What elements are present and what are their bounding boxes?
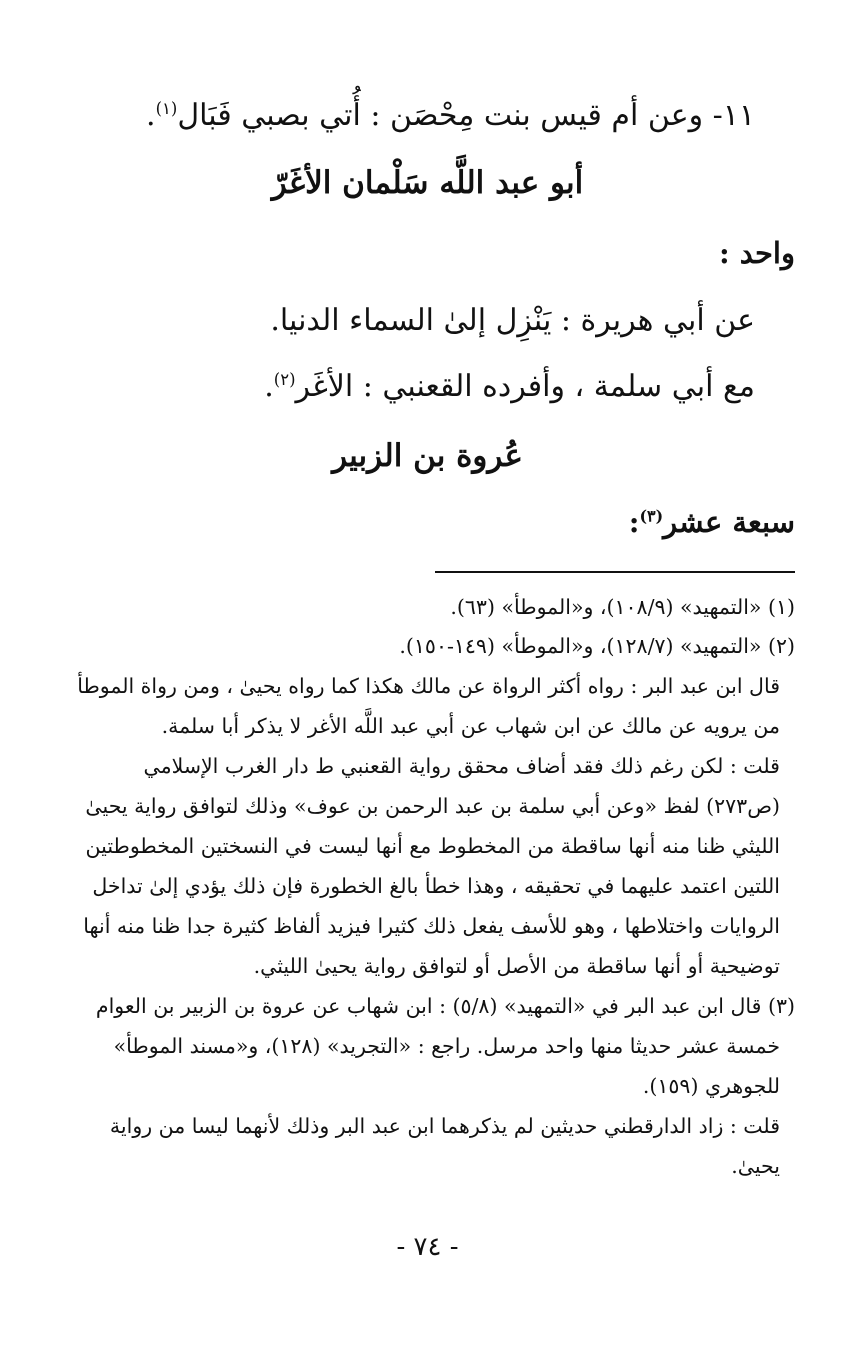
footnote-line: من يرويه عن مالك عن ابن شهاب عن أبي عبد اللَّه الأغر لا يذكر أبا سلمة. xyxy=(161,714,780,738)
footnote-divider xyxy=(435,571,795,573)
footnote-ref-1: (١) xyxy=(155,99,178,118)
footnote-line: (٣) قال ابن عبد البر في «التمهيد» (٥/٨) : ابن شهاب عن عروة بن الزبير بن العوام xyxy=(95,994,795,1018)
footnote-line: قلت : لكن رغم ذلك فقد أضاف محقق رواية القعنبي ط دار الغرب الإسلامي xyxy=(143,754,780,778)
hadith-count-salman: واحد : xyxy=(718,236,795,270)
entry-11-text: ١١- وعن أم قيس بنت مِحْصَن : أُتي بصبي فَبَال xyxy=(177,98,755,133)
hadith-line-1: عن أبي هريرة : يَنْزِل إلىٰ السماء الدنيا. xyxy=(270,303,755,338)
hadith-count-urwa-text: سبعة عشر xyxy=(663,505,795,539)
footnote-line: الروايات واختلاطها ، وهو للأسف يفعل ذلك كثيرا فيزيد ألفاظ كثيرة جدا ظنا منه أنها xyxy=(83,914,780,938)
footnote-line: توضيحية أو أنها ساقطة من الأصل أو لتوافق رواية يحيىٰ الليثي. xyxy=(253,954,780,978)
footnote-line: للجوهري (١٥٩). xyxy=(642,1074,780,1098)
hadith-count-urwa-end: : xyxy=(628,505,640,539)
footnote-line: اللتين اعتمد عليهما في تحقيقه ، وهذا خطأ بالغ الخطورة فإن ذلك يؤدي إلىٰ تداخل xyxy=(92,874,780,898)
section-heading-urwa: عُروة بن الزبير xyxy=(332,438,523,474)
footnote-line: قلت : زاد الدارقطني حديثين لم يذكرهما ابن عبد البر وذلك لأنهما ليسا من رواية xyxy=(109,1114,780,1138)
hadith-count-urwa xyxy=(50,505,795,539)
footnote-line: خمسة عشر حديثا منها واحد مرسل. راجع : «التجريد» (١٢٨)، و«مسند الموطأ» xyxy=(113,1034,780,1058)
footnote-ref-3: (٣) xyxy=(639,506,664,526)
hadith-line-2-end: . xyxy=(264,369,274,404)
footnote-line: (١) «التمهيد» (١٠٨/٩)، و«الموطأ» (٦٣). xyxy=(450,595,795,619)
entry-11-end: . xyxy=(146,98,156,133)
footnote-line: قال ابن عبد البر : رواه أكثر الرواة عن مالك هكذا كما رواه يحيىٰ ، ومن رواة الموطأ xyxy=(77,674,780,698)
page-number: - ٧٤ - xyxy=(396,1232,459,1262)
footnote-ref-2: (٢) xyxy=(273,370,296,389)
section-heading-salman: أبو عبد اللَّه سَلْمان الأغَرّ xyxy=(271,165,584,201)
hadith-line-2 xyxy=(50,369,755,404)
footnote-line: الليثي ظنا منه أنها ساقطة من المخطوط مع أنها ليست في النسختين المخطوطتين xyxy=(85,834,780,858)
entry-11 xyxy=(50,98,755,133)
footnote-line: (ص٢٧٣) لفظ «وعن أبي سلمة بن عبد الرحمن بن عوف» وذلك لتوافق رواية يحيىٰ xyxy=(85,794,780,818)
hadith-line-2-text: مع أبي سلمة ، وأفرده القعنبي : الأغَر xyxy=(295,369,755,404)
footnote-line: (٢) «التمهيد» (١٢٨/٧)، و«الموطأ» (١٤٩-١٥٠). xyxy=(399,634,795,658)
footnote-line: يحيىٰ. xyxy=(731,1154,780,1178)
